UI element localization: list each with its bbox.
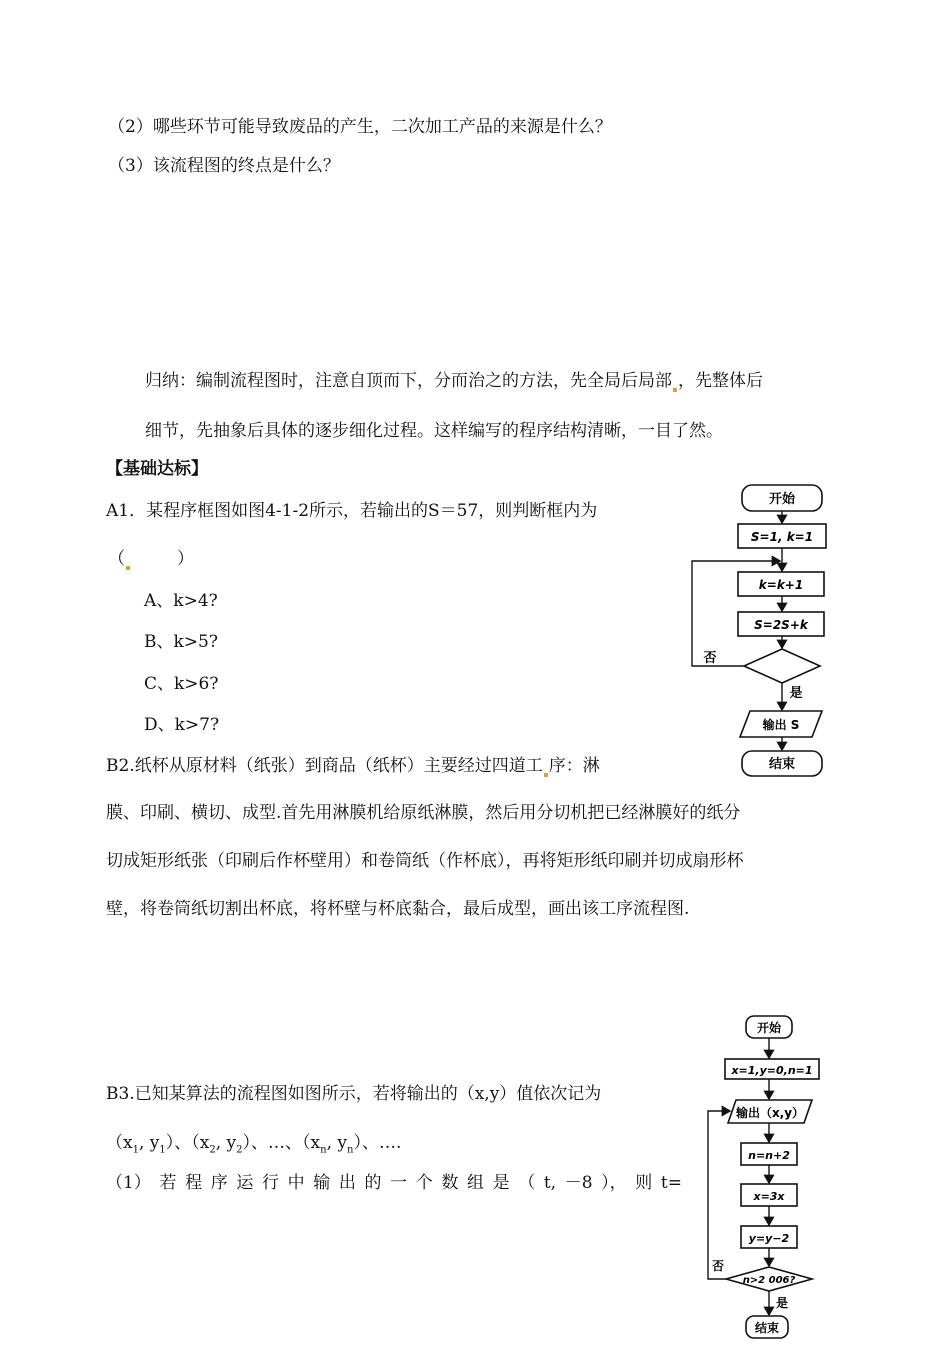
seq-sub: 1 [132,1144,139,1156]
summary-line-2: 细节，先抽象后具体的逐步细化过程。这样编写的程序结构清晰，一目了然。 [145,421,723,441]
q1-part: 程 [185,1173,203,1193]
seq-part: , y [326,1133,347,1153]
seq-part: （x [106,1133,133,1153]
mark-dot [544,773,548,777]
a1-stem: A1．某程序框图如图4-1-2所示，若输出的S＝57，则判断框内为 [106,501,598,521]
summary-line-1-a: 归纳：编制流程图时，注意自顶而下，分而治之的方法，先全局后局部 [145,371,672,391]
q1-part: t, [543,1173,557,1193]
flow1-step1-label: k=k+1 [758,578,804,592]
flowchart-1-svg [680,480,840,780]
question-2: （2）哪些环节可能导致废品的产生，二次加工产品的来源是什么？ [108,117,612,137]
flow1-output-label: 输出 S [762,718,800,732]
seq-sub: 2 [209,1144,216,1156]
b2-line-3: 切成矩形纸张（印刷后作杯壁用）和卷筒纸（作杯底），再将矩形纸印刷并切成扇形杯 [106,851,744,871]
seq-part: , y [138,1133,160,1153]
b2-line-1-a: B2.纸杯从原材料（纸张）到商品（纸杯）主要经过四道工 [106,756,543,776]
q1-part: 中 [287,1173,305,1193]
seq-part: ）、…. [353,1133,402,1153]
seq-part: , y [215,1133,237,1153]
mark-dot [126,566,130,570]
flow2-step1-label: n=n+2 [748,1149,790,1162]
q1-part: 是 [492,1173,510,1193]
q1-part: 组 [466,1173,484,1193]
flowchart-2 [700,1010,830,1342]
q1-part: 一 [390,1173,408,1193]
q1-part: 行 [261,1173,279,1193]
section-title: 【基础达标】 [106,459,208,479]
flow1-start-label: 开始 [768,492,796,507]
q1-part: 序 [210,1173,228,1193]
flowchart-1 [680,480,840,780]
q1-part: （ [518,1173,536,1193]
flow1-decision-diamond [744,649,820,683]
q1-part: 若 [159,1173,177,1193]
a1-option-c: C、k>6? [144,674,219,694]
seq-sub: n [320,1144,327,1156]
flowchart-2-svg [700,1010,830,1342]
q1-part: 出 [338,1173,356,1193]
flow1-end-label: 结束 [768,757,796,772]
b3-sequence [106,1132,401,1161]
paren-open: （ [108,549,125,569]
b2-line-1 [106,755,600,777]
q1-part: 输 [313,1173,331,1193]
q1-part: ）， [601,1173,627,1193]
seq-sub: 1 [159,1144,166,1156]
q1-part: －8 [564,1173,593,1193]
flow2-step2-label: x=3x [753,1190,785,1203]
q1-part: （1） [106,1173,151,1193]
flow1-no-label: 否 [703,651,717,666]
a1-option-a: A、k>4? [144,591,218,611]
seq-part: ）、（x [165,1133,210,1153]
question-3: （3）该流程图的终点是什么？ [108,156,340,176]
flow2-step3-label: y=y−2 [748,1232,790,1245]
q1-part: 的 [364,1173,382,1193]
q1-part: t= [660,1173,682,1193]
paren-close: ） [177,549,194,569]
seq-part: ）、…、（x [242,1133,321,1153]
q1-part: 运 [236,1173,254,1193]
b2-line-4: 壁，将卷筒纸切割出杯底，将杯壁与杯底黏合，最后成型，画出该工序流程图. [106,899,690,919]
flow2-init-label: x=1,y=0,n=1 [731,1064,813,1077]
q1-part: 数 [441,1173,459,1193]
b2-line-2: 膜、印刷、横切、成型.首先用淋膜机给原纸淋膜，然后用分切机把已经淋膜好的纸分 [106,803,741,823]
summary-line-1 [145,370,763,392]
flow2-no-label: 否 [711,1259,725,1273]
a1-paren [108,548,194,570]
q1-part: 个 [415,1173,433,1193]
flow1-yes-label: 是 [789,686,803,701]
b3-question-1 [106,1172,682,1194]
b3-line-1: B3.已知某算法的流程图如图所示，若将输出的（x,y）值依次记为 [106,1084,602,1104]
summary-line-1-b: ，先整体后 [678,371,763,391]
flow2-cond-label: n>2 006? [742,1275,796,1286]
mark-dot [673,388,677,392]
flow2-start-label: 开始 [756,1021,782,1035]
flow2-yes-label: 是 [775,1296,789,1310]
a1-option-d: D、k>7? [144,715,220,735]
flow2-output-label: 输出（x,y） [735,1106,805,1120]
flow1-step2-label: S=2S+k [754,618,808,632]
flow1-init-label: S=1, k=1 [750,530,814,544]
a1-option-b: B、k>5? [144,632,218,652]
b2-line-1-b: 序：淋 [548,756,600,776]
seq-sub: 2 [236,1144,243,1156]
flow2-end-label: 结束 [754,1321,780,1335]
q1-part: 则 [635,1173,653,1193]
seq-sub: n [347,1144,354,1156]
